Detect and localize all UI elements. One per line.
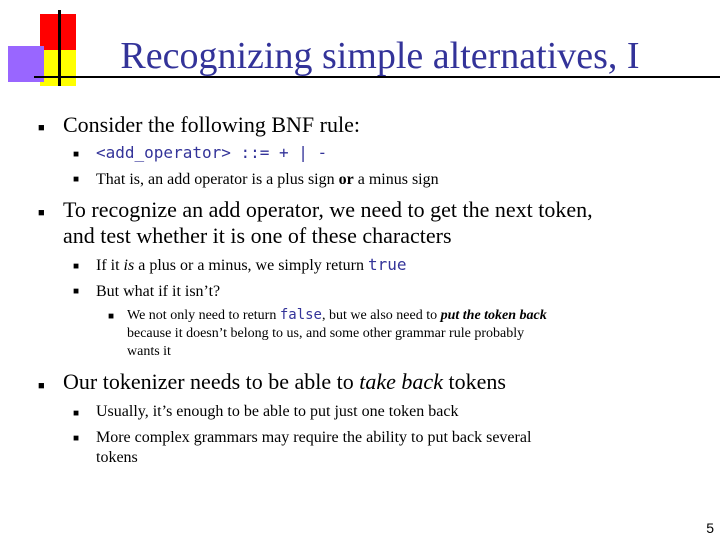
bullet-square-icon: ■ [38,380,45,392]
bullet-square-icon: ■ [73,149,80,160]
bullet-recognize-operator: To recognize an add operator, we need to get the next token, and test whether it is one of these characters [63,197,593,248]
bnf-rule-line [96,143,327,164]
add-operator-explanation: That is, an add operator is a plus sign or a minus sign [96,171,439,188]
bullet-square-icon: ■ [38,207,45,219]
bullet-tokenizer-take-back: Our tokenizer needs to be able to take back tokens [63,369,506,394]
slide-title: Recognizing simple alternatives, I [120,35,640,77]
bullet-square-icon: ■ [108,311,115,322]
bullet-square-icon: ■ [38,122,45,134]
bullet-square-icon: ■ [73,174,80,185]
bullet-square-icon: ■ [73,433,80,444]
what-if-it-isnt: But what if it isn’t? [96,283,221,300]
complex-grammars-note: More complex grammars may require the ability to put back several tokens [96,429,532,466]
page-number: 5 [706,520,714,536]
bullet-square-icon: ■ [73,286,80,297]
bullet-square-icon: ■ [73,408,80,419]
bullet-consider-bnf: Consider the following BNF rule: [63,112,360,137]
one-token-enough: Usually, it’s enough to be able to put just one token back [96,403,459,420]
put-token-back-note: We not only need to return false, but we also need to put the token back because it doesn’t belong to us, and some other grammar rule probably wants it [127,307,547,359]
bnf-rule-code: <add_operator> ::= + | - [96,143,328,162]
bullet-square-icon: ■ [73,261,80,272]
plus-minus-return-true: If it is a plus or a minus, we simply return true [96,255,407,274]
